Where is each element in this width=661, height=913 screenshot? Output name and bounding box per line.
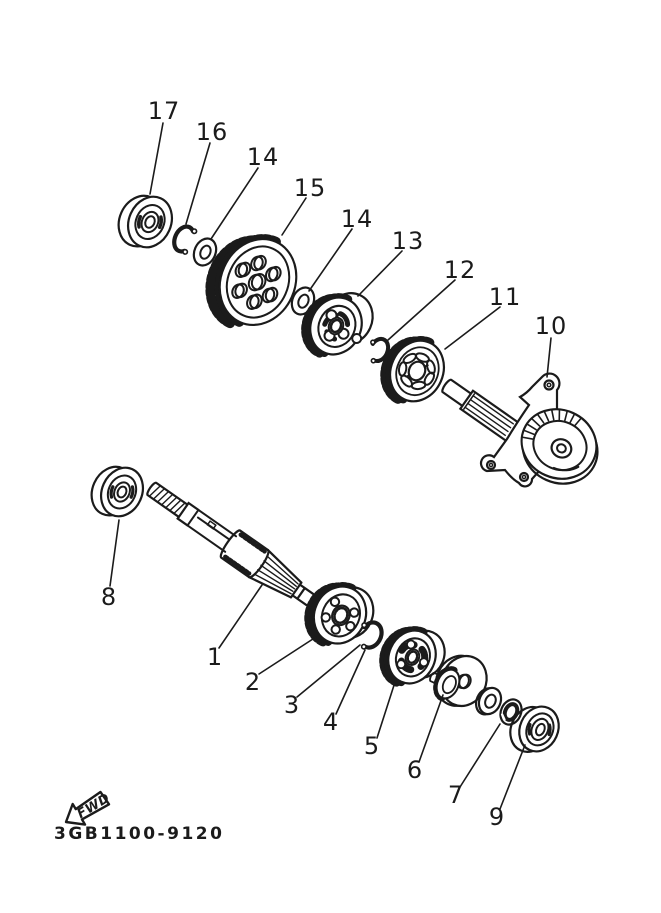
leader-2 [259,637,316,674]
leader-1 [219,585,262,648]
leader-16 [186,143,210,224]
leader-15 [282,198,306,235]
leader-6 [419,695,443,762]
part-gear-2 [300,574,382,657]
callout-label-6: 6 [406,756,424,784]
callout-label-16: 16 [195,118,229,146]
leader-17 [150,123,163,194]
part-bearing-8 [84,457,150,525]
part-bearing-17 [111,186,180,257]
leader-5 [377,679,396,738]
callout-label-9: 9 [488,803,506,831]
callout-label-3: 3 [283,691,301,719]
leader-12 [388,280,455,340]
fwd-arrow-label: FWD [74,790,113,823]
callout-label-13: 13 [391,227,425,255]
callout-label-14b: 14 [340,205,374,233]
callout-label-11: 11 [488,283,522,311]
leader-7 [460,724,500,787]
callout-label-10: 10 [534,312,568,340]
callout-label-17: 17 [147,97,181,125]
callout-label-1: 1 [206,643,224,671]
leader-13 [358,251,402,296]
part-drive-shaft-assembly-10 [439,374,610,496]
callout-label-7: 7 [447,781,465,809]
diagram-code: 3GB1100-9120 [54,824,225,844]
leader-14b [309,229,352,291]
callout-label-14a: 14 [246,143,280,171]
callout-label-4: 4 [322,708,340,736]
leader-3 [297,645,360,697]
callout-label-5: 5 [363,732,381,760]
leader-14a [211,168,258,239]
part-main-shaft-1 [141,474,325,616]
part-circlip-16 [170,223,197,255]
leader-11 [445,307,500,349]
callout-label-15: 15 [293,174,327,202]
leader-8 [110,520,119,586]
leader-4 [336,650,365,714]
leader-9 [500,745,525,809]
leader-10 [547,338,551,377]
callout-label-2: 2 [244,668,262,696]
callout-label-12: 12 [443,256,477,284]
callout-label-8: 8 [100,583,118,611]
